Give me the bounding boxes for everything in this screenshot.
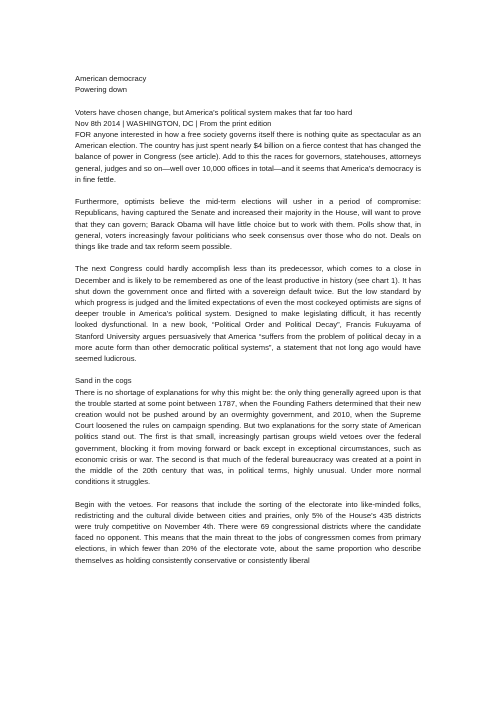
- spacer: [75, 364, 421, 375]
- spacer: [75, 95, 421, 106]
- subheading: Sand in the cogs: [75, 376, 132, 386]
- headline: Powering down: [75, 85, 127, 95]
- article: [75, 73, 421, 566]
- paragraph-3: The next Congress could hardly accomplish less than its predecessor, which comes to a close in December and is likely to be remembered as one of the least productive in history (see chart 1). It has shut down the government once and flirted with a sovereign default twice. But the low standard by which progress is judged and the limited expectations of even the most cockeyed optimists are signs of deeper trouble in America’s political system. Designed to make legislating difficult, it has recently looked dysfunctional. In a new book, “Political Order and Political Decay”, Francis Fukuyama of Stanford University argues persuasively that America “suffers from the problem of political decay in a more acute form than other democratic political systems”, a statement that not long ago would have seemed ludicrous.: [75, 264, 421, 364]
- paragraph-1: FOR anyone interested in how a free society governs itself there is nothing quite as spectacular as an American election. The country has just spent nearly $4 billion on a fierce contest that has changed the balance of power in Congress (see article). Add to this the races for governors, statehouses, attorneys general, judges and so on—well over 10,000 offices in total—and it seems that America’s democracy is in fine fettle.: [75, 130, 421, 184]
- paragraph-5: Begin with the vetoes. For reasons that include the sorting of the electorate into like-minded folks, redistricting and the cultural divide between cities and prairies, only 5% of the House’s 435 districts were truly competitive on November 4th. There were 69 congressional districts where the candidate faced no opponent. This means that the main threat to the jobs of congressmen comes from primary elections, in which fewer than 20% of the electorate vote, about the same proportion who describe themselves as holding consistently conservative or consistently liberal: [75, 499, 421, 565]
- spacer: [75, 185, 421, 196]
- spacer: [75, 252, 421, 263]
- paragraph-2: Furthermore, optimists believe the mid-term elections will usher in a period of compromise: Republicans, having captured the Senate and increased their majority in the House, will want to prove that they can govern; Barack Obama will have little choice but to work with them. Polls show that, in general, voters increasingly favour politicians who seek consensus over those who do not. Deals on things like trade and tax reform seem possible.: [75, 197, 421, 252]
- spacer: [75, 487, 421, 498]
- dateline: Nov 8th 2014 | WASHINGTON, DC | From the print edition: [75, 118, 272, 128]
- standfirst: Voters have chosen change, but America’s political system makes that far too hard: [75, 107, 353, 117]
- paragraph-4: There is no shortage of explanations for why this might be: the only thing generally agreed upon is that the trouble started at some point between 1787, when the Founding Fathers determined that their new creation would not be pushed around by an overmighty government, and 2010, when the Supreme Court loosened the rules on campaign spending. But two explanations for the sorry state of American politics stand out. The first is that small, increasingly partisan groups wield vetoes over the federal government, blocking it from moving forward or back except in exceptional circumstances, such as economic crisis or war. The second is that much of the federal bureaucracy was created at a point in the middle of the 20th century that was, in political terms, highly unusual. Under more normal conditions it struggles.: [75, 387, 421, 487]
- section-label: American democracy: [75, 74, 147, 83]
